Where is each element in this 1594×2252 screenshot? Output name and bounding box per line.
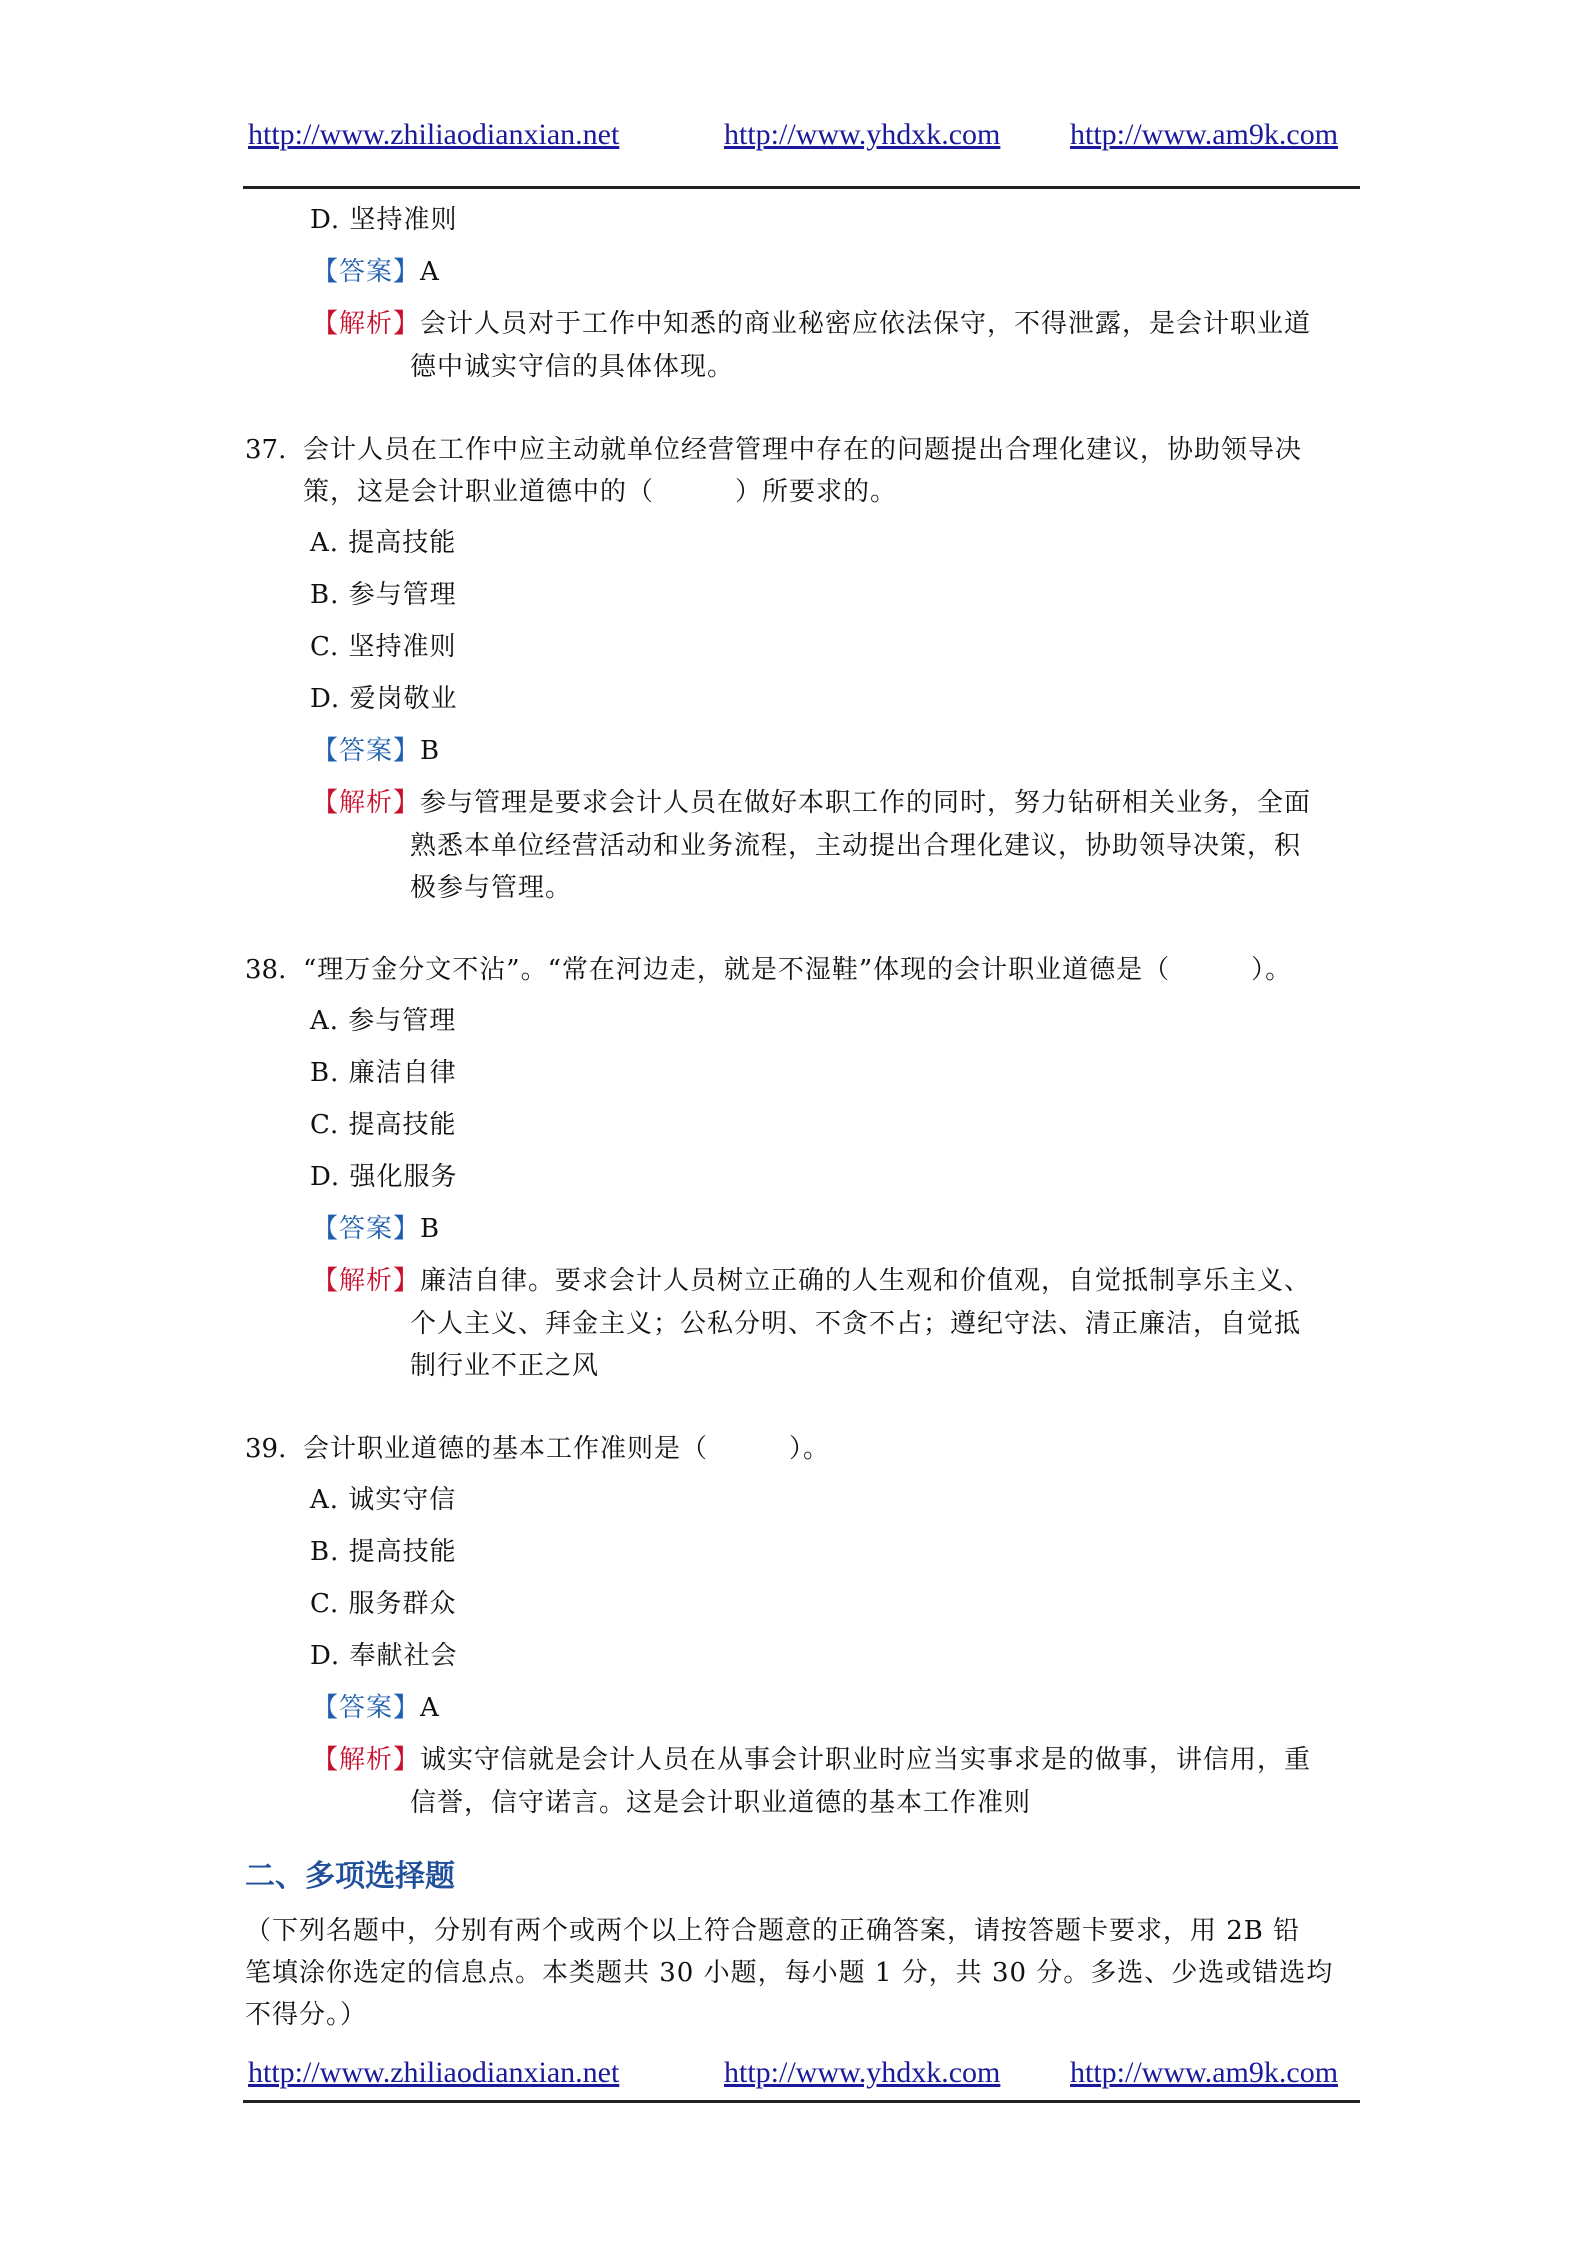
option-a: A. 提高技能 xyxy=(310,528,457,558)
analysis-label: 【解析】 xyxy=(312,1745,421,1775)
analysis xyxy=(312,1740,1311,1780)
answer xyxy=(312,1688,440,1728)
option-c: C. 坚持准则 xyxy=(310,632,457,662)
option-b: B. 廉洁自律 xyxy=(310,1058,457,1088)
question-number: 38. xyxy=(245,955,287,985)
analysis-text: 参与管理是要求会计人员在做好本职工作的同时，努力钻研相关业务，全面 xyxy=(420,788,1312,818)
option-b: B. 提高技能 xyxy=(310,1537,457,1567)
analysis-text: 廉洁自律。要求会计人员树立正确的人生观和价值观，自觉抵制享乐主义、 xyxy=(420,1266,1312,1296)
question-text: “理万金分文不沾”。“常在河边走，就是不湿鞋”体现的会计职业道德是（ ）。 xyxy=(303,955,1293,985)
answer-label: 【答案】 xyxy=(312,257,421,287)
analysis-label: 【解析】 xyxy=(312,309,421,339)
answer-value: A xyxy=(420,257,440,287)
option-d: D. 强化服务 xyxy=(310,1162,458,1192)
question-text: 会计人员在工作中应主动就单位经营管理中存在的问题提出合理化建议，协助领导决 xyxy=(303,435,1303,465)
header-links xyxy=(0,118,1594,158)
answer xyxy=(312,1209,440,1249)
answer-label: 【答案】 xyxy=(312,736,421,766)
analysis-cont: 制行业不正之风 xyxy=(410,1351,600,1381)
answer xyxy=(312,731,440,771)
section-note: 不得分。） xyxy=(245,2000,368,2030)
section-title: 二、多项选择题 xyxy=(245,1859,455,1894)
footer-rule xyxy=(243,2100,1360,2103)
header-link-am9k[interactable]: http://www.am9k.com xyxy=(1070,118,1339,151)
analysis-text: 会计人员对于工作中知悉的商业秘密应依法保守，不得泄露，是会计职业道 xyxy=(420,309,1312,339)
header-link-yhdxk[interactable]: http://www.yhdxk.com xyxy=(724,118,1001,151)
question-number: 37. xyxy=(245,435,287,465)
option-b: B. 参与管理 xyxy=(310,580,457,610)
analysis-label: 【解析】 xyxy=(312,1266,421,1296)
prev-analysis xyxy=(312,304,1311,344)
option-a: A. 诚实守信 xyxy=(310,1485,457,1515)
option-d: D. 爱岗敬业 xyxy=(310,684,458,714)
analysis-cont: 个人主义、拜金主义；公私分明、不贪不占；遵纪守法、清正廉洁，自觉抵 xyxy=(410,1309,1302,1339)
answer-label: 【答案】 xyxy=(312,1214,421,1244)
footer-link-am9k[interactable]: http://www.am9k.com xyxy=(1070,2056,1339,2089)
footer-link-zhiliaodianxian[interactable]: http://www.zhiliaodianxian.net xyxy=(248,2056,620,2089)
answer-label: 【答案】 xyxy=(312,1693,421,1723)
question-text-cont: 策，这是会计职业道德中的（ ）所要求的。 xyxy=(303,477,898,507)
header-link-zhiliaodianxian[interactable]: http://www.zhiliaodianxian.net xyxy=(248,118,620,151)
footer-link-yhdxk[interactable]: http://www.yhdxk.com xyxy=(724,2056,1001,2089)
prev-answer xyxy=(312,252,440,292)
answer-value: B xyxy=(420,736,441,766)
option-c: C. 服务群众 xyxy=(310,1589,457,1619)
analysis xyxy=(312,783,1311,823)
analysis-cont: 极参与管理。 xyxy=(410,873,573,903)
answer-value: B xyxy=(420,1214,441,1244)
option-c: C. 提高技能 xyxy=(310,1110,457,1140)
prev-analysis-cont: 德中诚实守信的具体体现。 xyxy=(410,352,735,382)
header-rule xyxy=(243,186,1360,189)
analysis-cont: 熟悉本单位经营活动和业务流程，主动提出合理化建议，协助领导决策，积 xyxy=(410,831,1302,861)
analysis-text: 诚实守信就是会计人员在从事会计职业时应当实事求是的做事，讲信用，重 xyxy=(420,1745,1312,1775)
analysis-cont: 信誉，信守诺言。这是会计职业道德的基本工作准则 xyxy=(410,1788,1032,1818)
analysis-label: 【解析】 xyxy=(312,788,421,818)
question-text: 会计职业道德的基本工作准则是（ ）。 xyxy=(303,1434,831,1464)
answer-value: A xyxy=(420,1693,440,1723)
prev-option-d: D. 坚持准则 xyxy=(310,205,458,235)
option-d: D. 奉献社会 xyxy=(310,1641,458,1671)
question-number: 39. xyxy=(245,1434,287,1464)
section-note: 笔填涂你选定的信息点。本类题共 30 小题，每小题 1 分，共 30 分。多选、少选或错选均 xyxy=(245,1958,1334,1988)
analysis xyxy=(312,1261,1311,1301)
footer-links xyxy=(0,2056,1594,2096)
section-note: （下列名题中，分别有两个或两个以上符合题意的正确答案，请按答题卡要求，用 2B 铅 xyxy=(245,1916,1301,1946)
option-a: A. 参与管理 xyxy=(310,1006,457,1036)
